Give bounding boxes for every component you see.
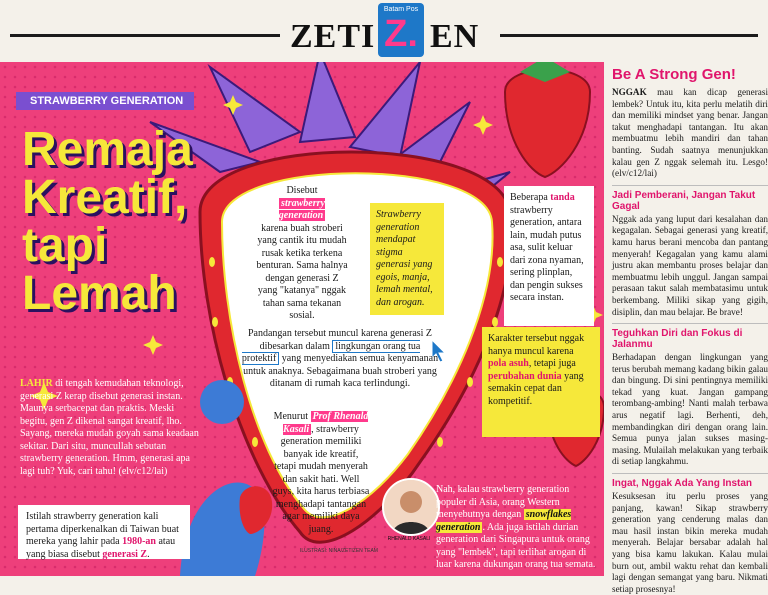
portrait-caption: RHENALD KASALI [387, 536, 431, 542]
p3-post: strawberry generation, antara lain, mudah putus asa, sulit keluar dari zona nyaman, sering plinplan, dan pengin sukses secara instan. [510, 204, 584, 303]
p5-mid: , tetapi juga [528, 358, 576, 369]
p6-pre: Menurut [273, 411, 309, 422]
p4-pre: Pandangan tersebut muncul karena generasi Z dibesarkan dalam [247, 328, 433, 352]
sidebar-body-3: Kesuksesan itu perlu proses yang panjang, kawan! Sikap strawberry generation yang cenderung malas dan mau hasil instan bikin mereka mudah menyerah. Belajar bersabar adalah hal yang bisa kamu lakukan. Kalau mulai burn out, ambil waktu rehat dan kembali lagi dengan semangat yang baru. Nikmati setiap prosesnya! [612, 491, 768, 594]
p4-post: yang menyediakan semua kenyamanan untuk anaknya. Sebagaimana buah stroberi yang ditanam di rumah kaca terlindungi. [243, 353, 439, 389]
sidebar-lead [612, 87, 768, 180]
intro-lead: LAHIR [20, 378, 53, 389]
p4-highlight: lingkungan orang tua protektif [241, 340, 421, 364]
fact-year: 1980-an [122, 536, 156, 547]
p5-post: yang semakin cepat dan kompetitif. [488, 370, 584, 407]
p5-highlight-2: perubahan dunia [488, 370, 562, 382]
fact-genz: generasi Z [102, 548, 148, 560]
intro-body: di tengah kemudahan teknologi, generasi Z kerap disebut generasi instan. Maunya serbacepat dan praktis. Meski begitu, gen Z dikenal sangat kreatif, lho. Sayang, mereka mudah goyah sama keadaan sekitar. Dari situ, muncullah sebutan strawberry generation. Hmm, generasi apa lagi tuh? Yuk, cari tahu! (elv/c12/lai) [20, 378, 199, 477]
headline-line-4: Lemah [22, 267, 177, 320]
intro-paragraph [20, 378, 200, 478]
sidebar-title: Be A Strong Gen! [612, 66, 736, 83]
p3-highlight: tanda [550, 192, 575, 203]
logo-small-text: Batam Pos [383, 6, 419, 13]
sidebar [612, 62, 768, 594]
paragraph-signs [504, 186, 594, 326]
fact-pre: Istilah strawberry generation kali pertama diperkenalkan di Taiwan buat mereka yang lahir pada [26, 511, 179, 547]
illustration-credit: ILUSTRASI: NINA/ZETIZEN TEAM [300, 548, 378, 554]
sidebar-divider [612, 185, 768, 186]
paragraph-expert-quote [272, 411, 370, 536]
paragraph-upbringing [240, 328, 440, 391]
portrait-photo [382, 478, 440, 536]
p3-pre: Beberapa [510, 192, 548, 203]
masthead [0, 0, 768, 62]
headline-line-3: tapi [22, 219, 108, 272]
p1-highlight: strawberry generation [278, 197, 325, 221]
headline-line-1: Remaja [22, 123, 193, 176]
logo-letter: Z. [384, 13, 418, 55]
sidebar-divider [612, 473, 768, 474]
portrait-illustration [384, 480, 438, 534]
paragraph-character [482, 327, 600, 437]
paragraph-snowflakes [436, 484, 602, 572]
p7-highlight: snowflakes generation [436, 509, 572, 533]
sidebar-divider [612, 323, 768, 324]
p6-post: , strawberry generation memiliki banyak ide kreatif, tetapi mudah menyerah dan sakit hati. Well guys, kita harus terbiasa menghadapi tantangan agar memiliki daya juang. [272, 423, 370, 535]
paragraph-stigma: Strawberry generation mendapat stigma generasi yang egois, manja, lemah mental, dan arogan. [370, 203, 444, 315]
headline-line-2: Kreatif, [22, 171, 188, 224]
fact-end: . [147, 548, 150, 560]
sidebar-body-2: Berhadapan dengan lingkungan yang terus berubah memang kadang bikin galau dan bingung. Di sini pentingnya memiliki tekad yang kuat. Jangan gampang terombang-ambing! Nanti malah terbawa arus negatif lagi. Berhenti, deh, membandingkan diri dengan orang lain. Semua punya jalan sukses masing-masing. Mulailah melakukan yang terbaik di setiap langkahmu. [612, 352, 768, 467]
p5-pre: Karakter tersebut nggak hanya muncul karena [488, 333, 585, 357]
fact-mid: atau yang biasa disebut [26, 536, 176, 560]
sidebar-heading-1: Jadi Pemberani, Jangan Takut Gagal [612, 189, 756, 212]
sidebar-heading-3: Ingat, Nggak Ada Yang Instan [612, 478, 753, 490]
p1-post: karena buah stroberi yang cantik itu mudah rusak ketika terkena benturan. Sama halnya dengan generasi Z yang "katanya" nggak tahan sama tekanan sosial. [256, 222, 348, 321]
zetizen-logo [378, 3, 424, 57]
fact-box [18, 505, 190, 559]
p6-highlight: Prof Rhenald Kasali [283, 411, 369, 435]
sidebar-lead-bold: NGGAK [612, 87, 647, 97]
p1-pre: Disebut [286, 185, 318, 196]
p7-pre: Nah, kalau strawberry generation populer di Asia, orang Western menyebutnya dengan [436, 484, 570, 520]
masthead-word-right: EN [430, 18, 480, 55]
masthead-word-left: ZETI [290, 18, 376, 55]
section-label: STRAWBERRY GENERATION [16, 92, 194, 110]
sidebar-body-1: Nggak ada yang luput dari kesalahan dan kegagalan. Sebagai generasi yang kreatif, kamu harus berani mencoba dan pantang menyerah! Kegagalan yang kamu alami justru akan membantu proses belajar dan membuatmu lebih unggul. Jangan sampai perasaan takut salah membatasimu untuk berkembang. Miliki sikap yang gigih, disiplin, dan mau belajar. Be brave! [612, 213, 768, 317]
headline [22, 123, 252, 320]
p5-highlight-1: pola asuh [488, 358, 529, 369]
sidebar-lead-body: mau kan dicap generasi lembek? Untuk itu, kita perlu melatih diri dan memiliki mindset yang benar. Jangan takut menghadapi tantangan. Itu akan membuatmu lebih mandiri dan tahan banting. Sudah saatnya menunjukkan kalau gen Z nggak selemah itu. Lesgo! (elv/c12/lai) [612, 87, 768, 179]
sidebar-heading-2: Teguhkan Diri dan Fokus di Jalanmu [612, 328, 743, 351]
masthead-rule-left [10, 34, 280, 37]
paragraph-definition [256, 185, 348, 323]
masthead-rule-right [500, 34, 758, 37]
p7-post: . Ada juga istilah durian generation dari Singapura untuk orang yang "lembek", tapi terlihat arogan di luar karena dukungan orang tua semata. [436, 521, 596, 570]
